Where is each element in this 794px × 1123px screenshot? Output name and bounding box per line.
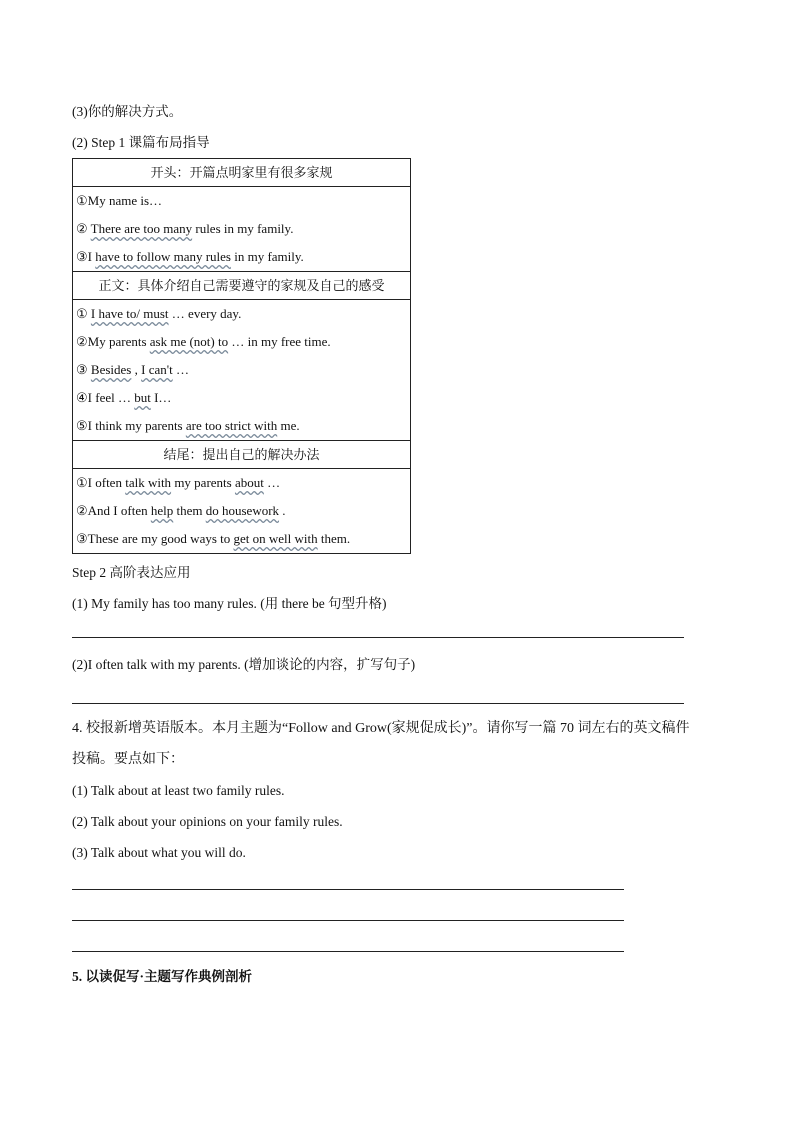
outline-sentence — [76, 525, 407, 553]
key-phrase: talk with — [125, 475, 172, 490]
key-phrase: do housework — [205, 503, 280, 518]
sentence-text: ⑤I think my parents — [76, 418, 186, 433]
outline-section-body — [73, 187, 411, 272]
outline-sentence — [76, 356, 407, 384]
sentence-text: … in my free time. — [228, 334, 331, 349]
sentence-text: them. — [317, 531, 351, 546]
outline-sentence — [76, 384, 407, 412]
key-phrase: get on well with — [233, 531, 318, 546]
step2-question-1: (1) My family has too many rules. (用 there be 句型升格) — [72, 596, 387, 611]
outline-sentence — [76, 300, 407, 328]
step1-title: (2) Step 1 课篇布局指导 — [72, 135, 210, 150]
outline-sentence — [76, 187, 407, 215]
sentence-text: … — [263, 475, 281, 490]
outline-section-heading: 开头：开篇点明家里有很多家规 — [73, 159, 411, 187]
sentence-text: me. — [277, 418, 300, 433]
key-phrase: There are too many — [90, 221, 193, 236]
answer-line[interactable] — [72, 637, 684, 638]
sentence-text: … every day. — [168, 306, 242, 321]
sentence-text: ②My parents — [76, 334, 150, 349]
sentence-text: ④I feel … — [76, 390, 135, 405]
writing-outline-table — [72, 158, 411, 554]
outline-sentence — [76, 497, 407, 525]
sentence-text: . — [279, 503, 286, 518]
sentence-text: ①My name is… — [76, 193, 163, 208]
key-phrase: help — [150, 503, 174, 518]
key-phrase: I can't — [141, 362, 173, 377]
sentence-text: ③These are my good ways to — [76, 531, 234, 546]
task5-title: 5. 以读促写·主题写作典例剖析 — [72, 969, 253, 984]
sentence-text: ① — [76, 306, 91, 321]
step2-question-2: (2)I often talk with my parents. (增加谈论的内容，扩写句子) — [72, 657, 416, 672]
task4-point-3: (3) Talk about what you will do. — [72, 845, 246, 860]
outline-sentence — [76, 412, 407, 440]
outline-section-heading: 正文：具体介绍自己需要遵守的家规及自己的感受 — [73, 272, 411, 300]
sentence-text: rules in my family. — [192, 221, 294, 236]
sentence-text: them — [173, 503, 206, 518]
sentence-text: ③ — [76, 362, 91, 377]
sentence-text: … — [172, 362, 189, 377]
step2-title: Step 2 高阶表达应用 — [72, 565, 191, 580]
sentence-text: ①I often — [76, 475, 126, 490]
key-phrase: but — [134, 390, 151, 405]
task4-point-2: (2) Talk about your opinions on your family rules. — [72, 814, 343, 829]
answer-line[interactable] — [72, 951, 624, 952]
outline-sentence — [76, 328, 407, 356]
sentence-text: my parents — [171, 475, 235, 490]
outline-sentence — [76, 243, 407, 271]
outline-section-body — [73, 300, 411, 441]
outline-sentence — [76, 215, 407, 243]
task4-point-1: (1) Talk about at least two family rules. — [72, 783, 285, 798]
sentence-text: ② — [76, 221, 91, 236]
key-phrase: about — [234, 475, 264, 490]
key-phrase: are too strict with — [185, 418, 278, 433]
outline-sentence — [76, 469, 407, 497]
outline-section-body — [73, 469, 411, 554]
answer-line[interactable] — [72, 920, 624, 921]
sentence-text: ②And I often — [76, 503, 151, 518]
key-phrase: ask me (not) to — [149, 334, 229, 349]
task4-prompt-line1: 4. 校报新增英语版本。本月主题为“Follow and Grow(家规促成长)”。请你写一篇 70 词左右的英文稿件 — [72, 721, 690, 736]
sentence-text: I… — [150, 390, 172, 405]
key-phrase: have to follow many rules — [95, 249, 231, 264]
key-phrase: I have to/ must — [90, 306, 169, 321]
key-phrase: Besides — [90, 362, 132, 377]
sentence-text: , — [131, 362, 142, 377]
outline-section-heading: 结尾：提出自己的解决办法 — [73, 441, 411, 469]
task4-prompt-line2: 投稿。要点如下： — [72, 752, 184, 767]
answer-line[interactable] — [72, 703, 684, 704]
solution-point: (3)你的解决方式。 — [72, 104, 183, 119]
sentence-text: in my family. — [230, 249, 304, 264]
sentence-text: ③I — [76, 249, 96, 264]
answer-line[interactable] — [72, 889, 624, 890]
